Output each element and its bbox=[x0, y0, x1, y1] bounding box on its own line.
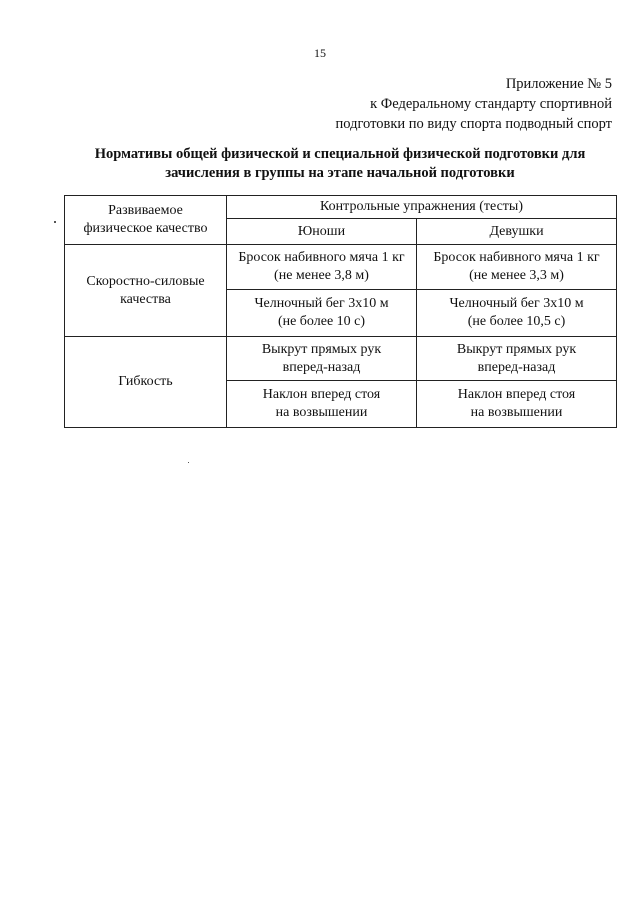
header-quality-line-2: физическое качество bbox=[83, 221, 208, 236]
test-line-2: на возвышении bbox=[275, 405, 368, 420]
test-line-1: Наклон вперед стоя bbox=[262, 387, 381, 402]
test-line-1: Выкрут прямых рук bbox=[261, 341, 382, 357]
title-line-2: зачисления в группы на этапе начальной подготовки bbox=[165, 165, 515, 181]
test-line-2: (не более 10,5 с) bbox=[467, 314, 566, 329]
quality-cell-speed-strength bbox=[65, 245, 227, 337]
test-line-1: Челночный бег 3х10 м bbox=[254, 296, 389, 311]
test-line-1: Челночный бег 3х10 м bbox=[449, 296, 584, 311]
girls-test-cell bbox=[417, 290, 617, 337]
header-boys-cell: Юноши bbox=[227, 219, 417, 245]
girls-test-cell bbox=[417, 337, 617, 381]
test-line-1: Бросок набивного мяча 1 кг bbox=[238, 250, 405, 265]
test-line-1: Бросок набивного мяча 1 кг bbox=[433, 250, 600, 265]
boys-test-cell bbox=[227, 290, 417, 337]
test-line-1: Наклон вперед стоя bbox=[457, 387, 576, 402]
appendix-header bbox=[335, 74, 612, 134]
boys-test-cell bbox=[227, 337, 417, 381]
appendix-line-2: к Федеральному стандарту спортивной bbox=[370, 96, 612, 112]
boys-test-cell bbox=[227, 245, 417, 290]
boys-test-cell bbox=[227, 381, 417, 428]
header-quality-cell bbox=[65, 196, 227, 245]
table-row bbox=[65, 337, 617, 381]
document-title bbox=[40, 145, 640, 183]
test-line-2: вперед-назад bbox=[477, 359, 556, 375]
test-line-2: на возвышении bbox=[470, 405, 563, 420]
scan-speck bbox=[54, 221, 56, 223]
title-line-1: Нормативы общей физической и специальной физической подготовки для bbox=[94, 146, 586, 162]
header-tests-cell: Контрольные упражнения (тесты) bbox=[227, 196, 617, 219]
quality-line-1: Скоростно-силовые bbox=[86, 273, 205, 289]
scan-speck bbox=[188, 462, 189, 463]
page-number: 15 bbox=[314, 46, 326, 60]
test-line-1: Выкрут прямых рук bbox=[456, 341, 577, 357]
norms-table bbox=[64, 195, 617, 428]
test-line-2: (не менее 3,3 м) bbox=[469, 268, 564, 283]
quality-cell-flexibility: Гибкость bbox=[65, 337, 227, 428]
girls-test-cell bbox=[417, 381, 617, 428]
table-row bbox=[65, 245, 617, 290]
test-line-2: (не более 10 с) bbox=[277, 314, 366, 329]
quality-line-2: качества bbox=[120, 291, 171, 307]
appendix-line-3: подготовки по виду спорта подводный спорт bbox=[335, 116, 612, 132]
test-line-2: (не менее 3,8 м) bbox=[274, 268, 369, 283]
header-quality-line-1: Развиваемое bbox=[108, 203, 183, 218]
header-girls-cell: Девушки bbox=[417, 219, 617, 245]
appendix-line-1: Приложение № 5 bbox=[505, 76, 612, 92]
girls-test-cell bbox=[417, 245, 617, 290]
test-line-2: вперед-назад bbox=[282, 359, 361, 375]
